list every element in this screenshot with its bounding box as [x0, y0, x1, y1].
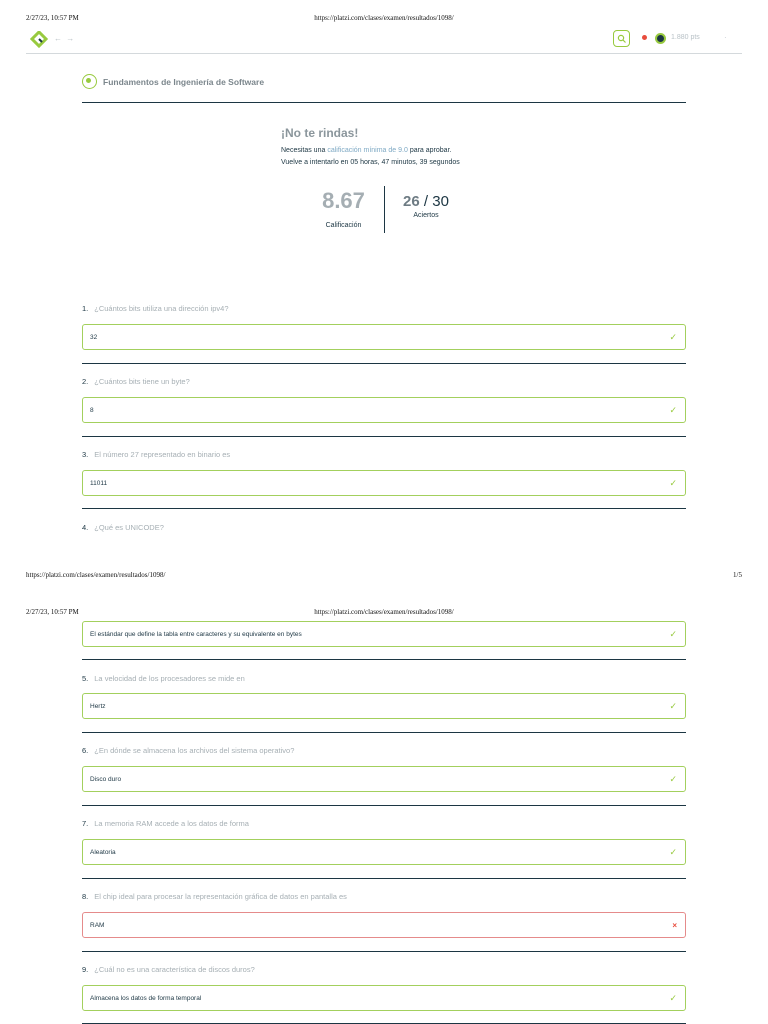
question-number: 5.: [82, 674, 89, 683]
print-footer-url: https://platzi.com/clases/examen/resultados/1098/: [26, 571, 166, 579]
print-header: [0, 608, 768, 622]
answer-text: RAM: [90, 922, 105, 929]
menu-icon[interactable]: ·: [724, 33, 727, 42]
question-divider: [82, 805, 686, 806]
platzi-logo-icon[interactable]: [30, 31, 48, 49]
answer-text: El estándar que define la tabla entre caracteres y su equivalente en bytes: [90, 631, 302, 638]
requirement-highlight: calificación mínima de 9.0: [327, 147, 408, 154]
question-number: 6.: [82, 746, 89, 755]
answer-option[interactable]: [82, 397, 686, 423]
user-points: 1.880 pts: [671, 34, 700, 41]
question-text: El número 27 representado en binario es: [94, 450, 231, 459]
search-icon: [617, 34, 627, 44]
requirement-prefix: Necesitas una: [281, 147, 326, 154]
check-icon: ✓: [669, 478, 677, 488]
course-title[interactable]: Fundamentos de Ingeniería de Software: [103, 77, 265, 87]
search-button[interactable]: [613, 30, 630, 47]
question-divider: [82, 363, 686, 364]
question-title: [82, 377, 190, 386]
question-number: 4.: [82, 523, 89, 532]
question-divider: [82, 732, 686, 733]
answer-text: 11011: [90, 480, 108, 487]
question-title: [82, 746, 294, 755]
answer-text: Aleatoria: [90, 849, 116, 856]
question-number: 8.: [82, 892, 89, 901]
print-header: [0, 14, 768, 28]
total-value: 30: [432, 193, 449, 210]
question-title: [82, 674, 245, 683]
check-icon: ✓: [669, 405, 677, 415]
print-footer: [0, 571, 768, 585]
score-label: Calificación: [325, 222, 362, 229]
retry-timer: Vuelve a intentarlo en 05 horas, 47 minutos, 39 segundos: [281, 159, 460, 166]
check-icon: ✓: [669, 701, 677, 711]
print-url: https://platzi.com/clases/examen/resultados/1098/: [314, 14, 454, 22]
avatar[interactable]: [655, 33, 666, 44]
question-divider: [82, 878, 686, 879]
check-icon: ✓: [669, 847, 677, 857]
answer-text: Disco duro: [90, 776, 122, 783]
answer-option[interactable]: [82, 693, 686, 719]
requirement-suffix: para aprobar.: [409, 147, 452, 154]
result-title: ¡No te rindas!: [281, 126, 359, 140]
answer-option-wrong[interactable]: [82, 912, 686, 938]
correct-value: 26: [403, 193, 420, 210]
answer-option[interactable]: [82, 324, 686, 350]
score-value: 8.67: [322, 188, 365, 213]
print-page-number: 1/5: [733, 571, 742, 579]
question-divider: [82, 508, 686, 509]
result-requirement: [281, 146, 541, 155]
question-divider: [82, 951, 686, 952]
course-header: [82, 73, 686, 103]
question-title: [82, 892, 347, 901]
question-number: 9.: [82, 965, 89, 974]
answer-option[interactable]: [82, 766, 686, 792]
answer-option[interactable]: [82, 621, 686, 647]
question-title: [82, 523, 164, 532]
question-number: 1.: [82, 304, 89, 313]
answer-text: Almacena los datos de forma temporal: [90, 995, 202, 1002]
correct-block: [396, 193, 456, 219]
back-forward-arrows-icon[interactable]: ← →: [54, 34, 76, 43]
answer-text: 32: [90, 334, 98, 341]
check-icon: ✓: [669, 993, 677, 1003]
question-title: [82, 965, 255, 974]
correct-count: [396, 193, 456, 210]
course-badge-icon: [82, 74, 97, 89]
question-title: [82, 450, 230, 459]
question-divider: [82, 436, 686, 437]
answer-option[interactable]: [82, 470, 686, 496]
question-text: ¿Cuál no es una característica de discos duros?: [94, 965, 255, 974]
top-navigation-bar: [26, 28, 742, 54]
notification-dot-icon[interactable]: [642, 35, 647, 40]
answer-option[interactable]: [82, 985, 686, 1011]
question-number: 7.: [82, 819, 89, 828]
question-text: ¿Cuántos bits utiliza una dirección ipv4?: [94, 304, 229, 313]
correct-label: Aciertos: [413, 212, 439, 219]
question-text: La memoria RAM accede a los datos de forma: [94, 819, 249, 828]
score-block: [306, 188, 381, 229]
question-number: 3.: [82, 450, 89, 459]
question-number: 2.: [82, 377, 89, 386]
check-icon: ✓: [669, 629, 677, 639]
print-timestamp: 2/27/23, 10:57 PM: [26, 14, 79, 22]
answer-option[interactable]: [82, 839, 686, 865]
question-title: [82, 304, 229, 313]
cross-icon: ×: [672, 921, 677, 930]
answer-text: 8: [90, 407, 94, 414]
print-timestamp: 2/27/23, 10:57 PM: [26, 608, 79, 616]
check-icon: ✓: [669, 332, 677, 342]
correct-separator: /: [419, 193, 433, 210]
question-text: El chip ideal para procesar la representación gráfica de datos en pantalla es: [94, 892, 347, 901]
question-text: La velocidad de los procesadores se mide en: [94, 674, 245, 683]
question-text: ¿Qué es UNICODE?: [94, 523, 164, 532]
question-title: [82, 819, 249, 828]
check-icon: ✓: [669, 774, 677, 784]
result-summary: [281, 126, 541, 166]
print-url: https://platzi.com/clases/examen/resultados/1098/: [314, 608, 454, 616]
score-divider: [384, 186, 385, 233]
question-divider: [82, 659, 686, 660]
question-text: ¿Cuántos bits tiene un byte?: [94, 377, 190, 386]
question-text: ¿En dónde se almacena los archivos del sistema operativo?: [94, 746, 295, 755]
answer-text: Hertz: [90, 703, 106, 710]
